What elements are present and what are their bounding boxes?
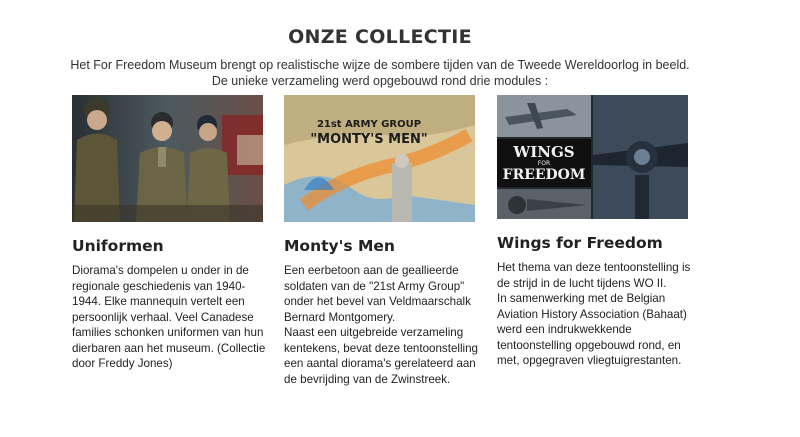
- aircraft-collage-photo[interactable]: [497, 95, 688, 219]
- module-title: Monty's Men: [284, 237, 395, 255]
- uniform-mannequins-photo[interactable]: [72, 95, 263, 222]
- module-paragraph: Diorama's dompelen u onder in de regionale geschiedenis van 1940-1944. Elke mannequin vertelt een persoonlijk verhaal. Veel Canadese families schonken uniformen van hun dierbaren aan het museum. (Collectie door Freddy Jones): [72, 264, 266, 370]
- module-paragraph: Het thema van deze tentoonstelling is de strijd in de lucht tijdens WO II.: [497, 261, 691, 290]
- intro-line-1: Het For Freedom Museum brengt op realistische wijze de sombere tijden van de Tweede Wereldoorlog in beeld.: [70, 58, 690, 72]
- page-title: ONZE COLLECTIE: [288, 26, 472, 48]
- logo-caption-line-2: FOR: [537, 160, 551, 167]
- module-paragraph: Een eerbetoon aan de geallieerde soldaten van de "21st Army Group" onder het bevel van Veldmaarschalk Bernard Montgomery.: [284, 264, 471, 324]
- intro-text: [0, 57, 760, 89]
- module-paragraph: In samenwerking met de Belgian Aviation History Association (Bahaat) werd een indrukwekkende tentoonstelling opgebouwd rond, en met, opgegraven vliegtuigrestanten.: [497, 292, 687, 367]
- map-caption-line-1: 21st ARMY GROUP: [316, 119, 422, 130]
- module-card-montys-men: [284, 95, 479, 387]
- module-description: [497, 260, 697, 369]
- module-paragraph: Naast een uitgebreide verzameling kentekens, bevat deze tentoonstelling een aantal diorama's gerelateerd aan de bevrijding van de Zwinstreek.: [284, 326, 479, 386]
- module-title: Wings for Freedom: [497, 234, 663, 252]
- army-group-map-photo[interactable]: [284, 95, 475, 222]
- module-card-wings-for-freedom: [497, 95, 689, 369]
- module-description: [284, 263, 484, 387]
- map-caption-line-2: "MONTY'S MEN": [310, 132, 428, 147]
- logo-caption-line-1: WINGS: [513, 143, 575, 161]
- module-description: [72, 263, 272, 372]
- intro-line-2: De unieke verzameling werd opgebouwd rond drie modules :: [211, 74, 549, 88]
- module-title: Uniformen: [72, 237, 164, 255]
- logo-caption-line-3: FREEDOM: [502, 167, 586, 183]
- module-card-uniformen: [72, 95, 264, 372]
